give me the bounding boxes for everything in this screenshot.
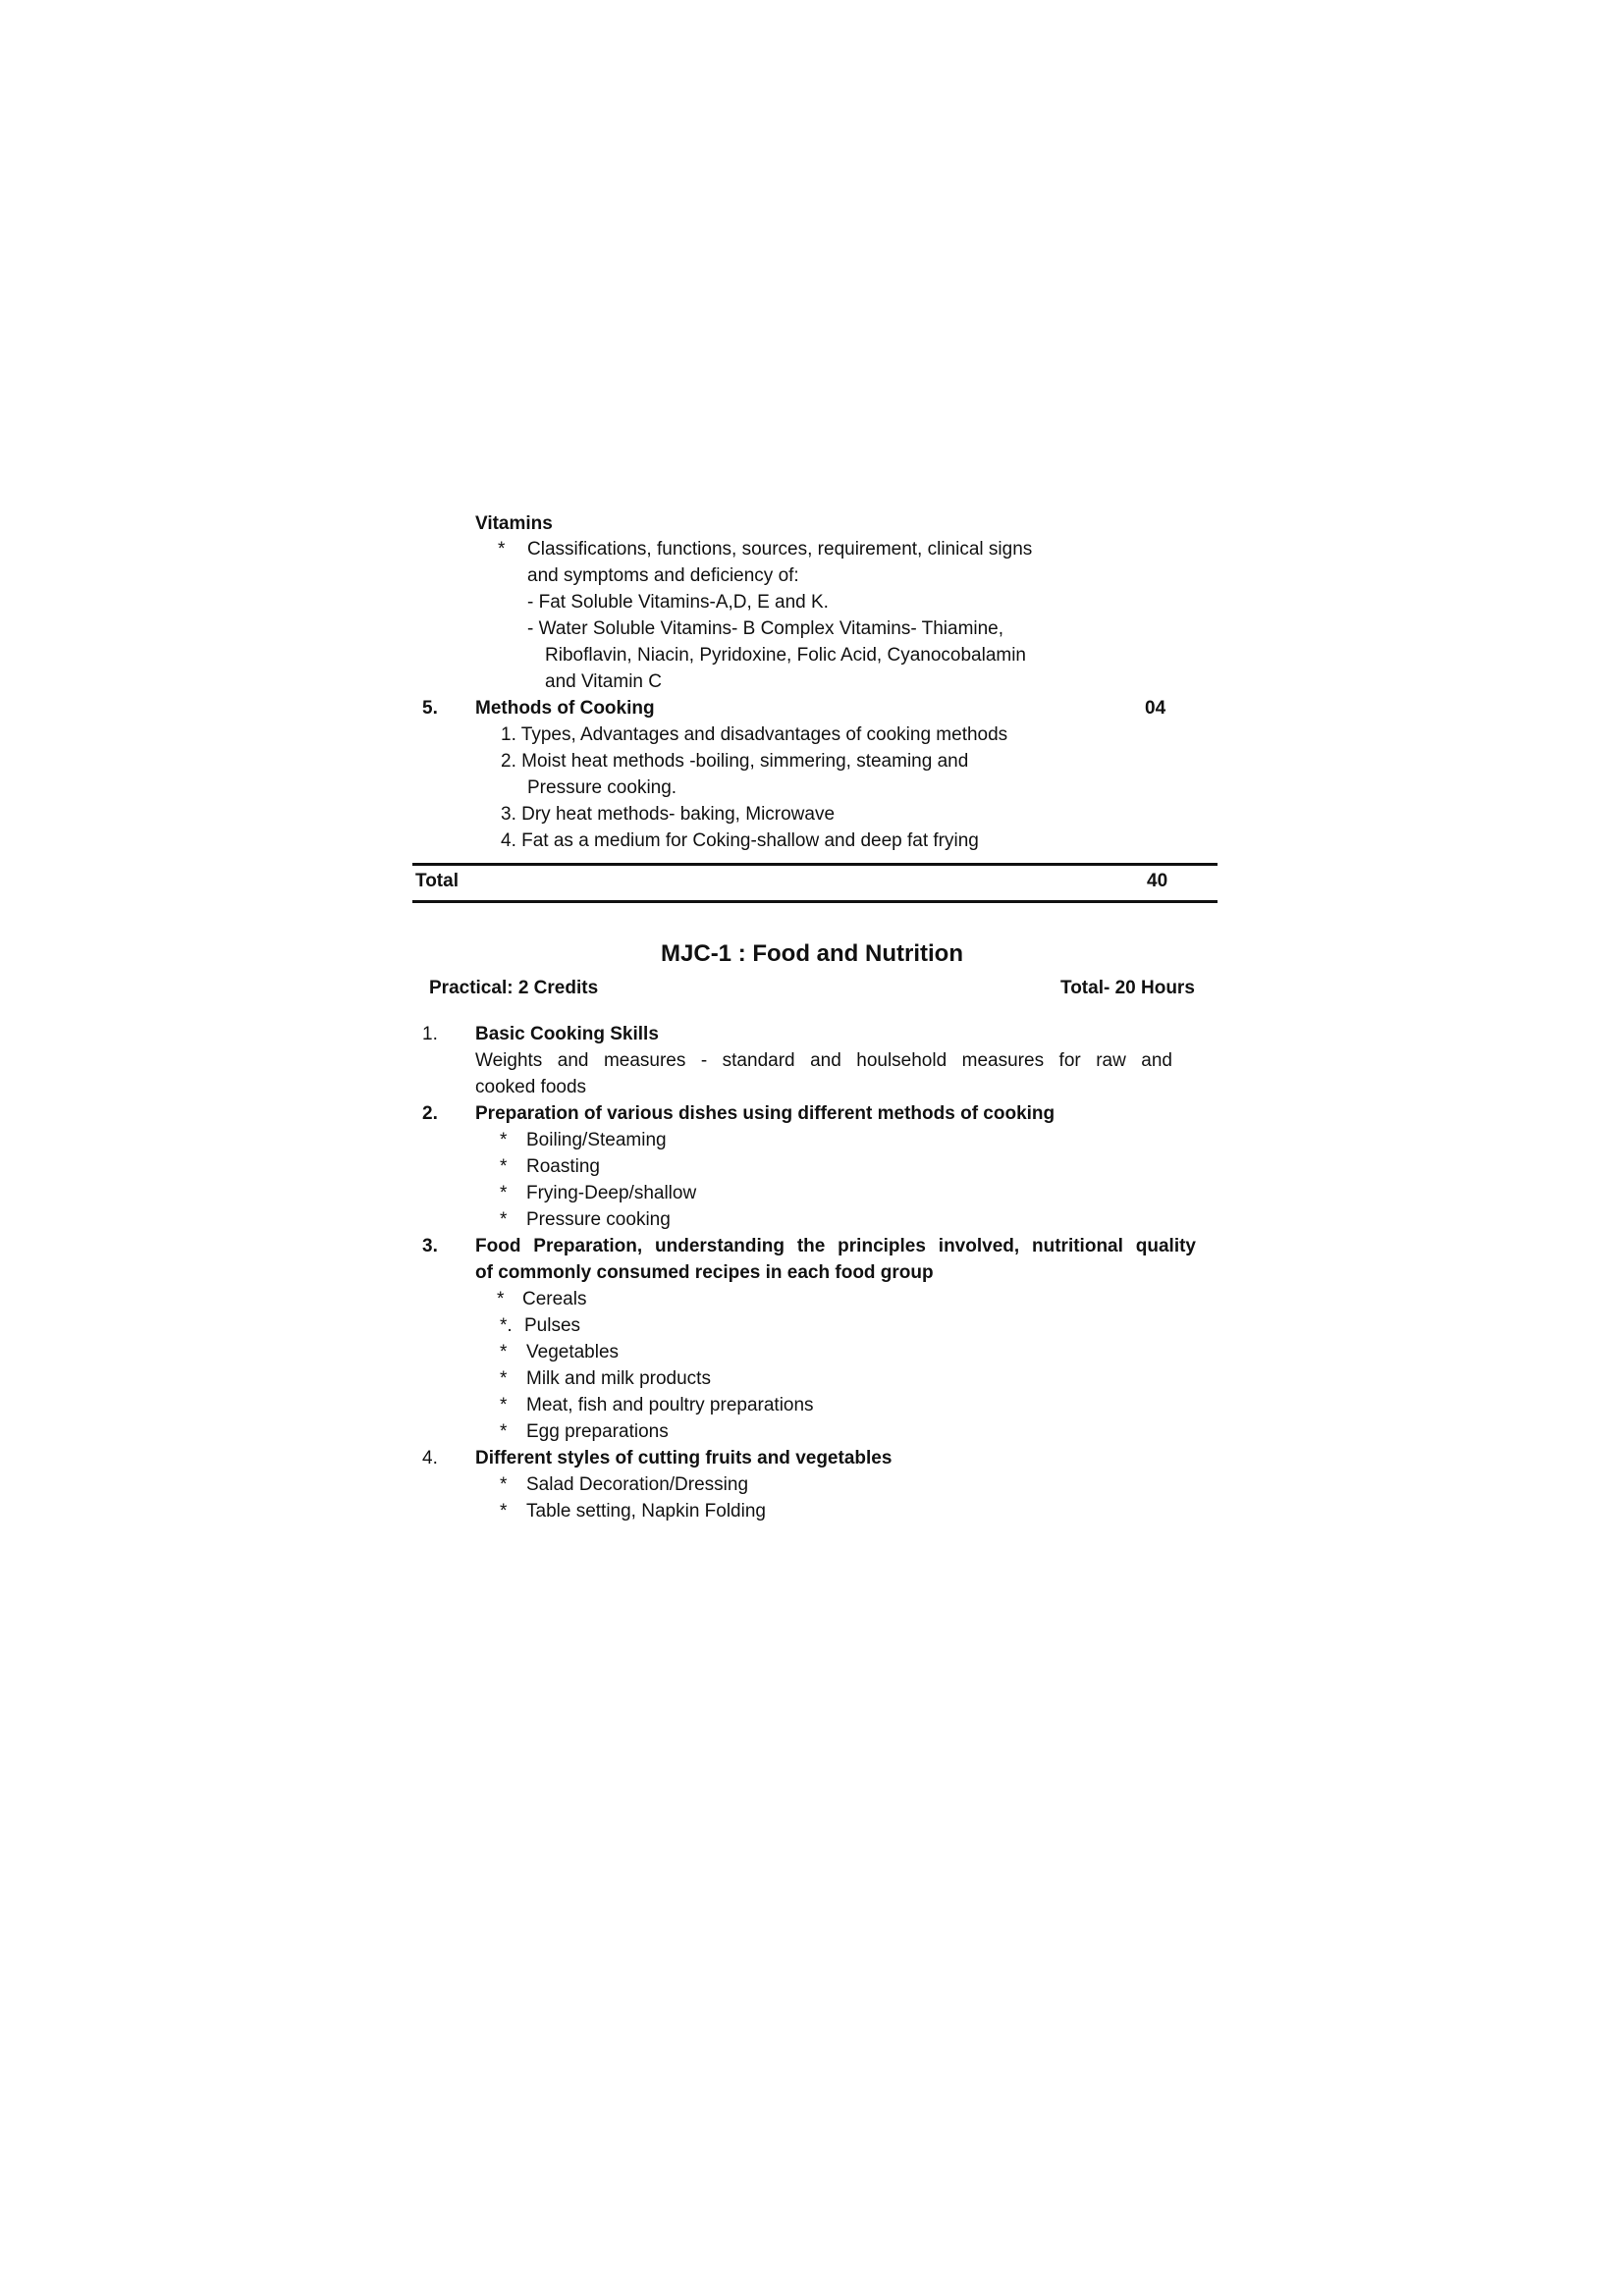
list-item: Milk and milk products <box>526 1368 711 1389</box>
list-item: Egg preparations <box>526 1421 669 1442</box>
method-item: Pressure cooking. <box>527 777 677 798</box>
unit-hours: 04 <box>1145 698 1166 719</box>
list-item: Roasting <box>526 1156 600 1177</box>
list-item: Table setting, Napkin Folding <box>526 1501 766 1522</box>
list-item: Cereals <box>522 1289 587 1309</box>
bullet: * <box>500 1501 508 1522</box>
unit-number: 5. <box>422 698 438 719</box>
practical-topic-line: cooked foods <box>475 1077 587 1097</box>
vitamins-fat-soluble: - Fat Soluble Vitamins-A,D, E and K. <box>527 592 829 613</box>
vitamins-water-soluble: Riboflavin, Niacin, Pyridoxine, Folic Acid, Cyanocobalamin <box>545 645 1027 666</box>
practical-hours: Total- 20 Hours <box>1060 978 1195 998</box>
practical-number: 4. <box>422 1448 438 1468</box>
bullet: * <box>497 1289 505 1309</box>
bullet: * <box>500 1368 508 1389</box>
practical-title: MJC-1 : Food and Nutrition <box>661 940 963 967</box>
practical-topic-title: Food Preparation, understanding the principles involved, nutritional quality <box>475 1236 1196 1256</box>
vitamins-water-soluble: and Vitamin C <box>545 671 662 692</box>
list-item: Boiling/Steaming <box>526 1130 667 1150</box>
practical-topic-title: of commonly consumed recipes in each food group <box>475 1262 934 1283</box>
list-item: Salad Decoration/Dressing <box>526 1474 749 1495</box>
bullet: * <box>500 1130 508 1150</box>
vitamins-line: and symptoms and deficiency of: <box>527 565 799 586</box>
list-item: Pressure cooking <box>526 1209 671 1230</box>
bullet: * <box>500 1183 508 1203</box>
vitamins-line: Classifications, functions, sources, requirement, clinical signs <box>527 539 1033 560</box>
list-item: Vegetables <box>526 1342 620 1362</box>
bullet: *. <box>500 1315 513 1336</box>
list-item: Pulses <box>524 1315 581 1336</box>
method-item: 4. Fat as a medium for Coking-shallow and deep fat frying <box>501 830 979 851</box>
practical-number: 3. <box>422 1236 438 1256</box>
total-label: Total <box>415 871 459 891</box>
list-item: Frying-Deep/shallow <box>526 1183 697 1203</box>
list-item: Meat, fish and poultry preparations <box>526 1395 814 1415</box>
practical-number: 1. <box>422 1024 438 1044</box>
table-rule-top <box>412 863 1218 866</box>
bullet: * <box>500 1156 508 1177</box>
bullet: * <box>500 1395 508 1415</box>
bullet: * <box>500 1421 508 1442</box>
practical-topic-line: Weights and measures - standard and houlsehold measures for raw and <box>475 1050 1172 1071</box>
method-item: 2. Moist heat methods -boiling, simmering, steaming and <box>501 751 969 772</box>
bullet: * <box>498 539 506 560</box>
bullet: * <box>500 1209 508 1230</box>
total-value: 40 <box>1147 871 1168 891</box>
method-item: 1. Types, Advantages and disadvantages of cooking methods <box>501 724 1008 745</box>
practical-topic-title: Different styles of cutting fruits and vegetables <box>475 1448 893 1468</box>
table-rule-bottom <box>412 900 1218 903</box>
bullet: * <box>500 1342 508 1362</box>
practical-topic-title: Basic Cooking Skills <box>475 1024 659 1044</box>
unit-title: Methods of Cooking <box>475 698 655 719</box>
practical-credits: Practical: 2 Credits <box>429 978 599 998</box>
practical-topic-title: Preparation of various dishes using different methods of cooking <box>475 1103 1056 1124</box>
bullet: * <box>500 1474 508 1495</box>
method-item: 3. Dry heat methods- baking, Microwave <box>501 804 836 825</box>
vitamins-heading: Vitamins <box>475 513 553 534</box>
practical-number: 2. <box>422 1103 438 1124</box>
vitamins-water-soluble: - Water Soluble Vitamins- B Complex Vitamins- Thiamine, <box>527 618 1004 639</box>
